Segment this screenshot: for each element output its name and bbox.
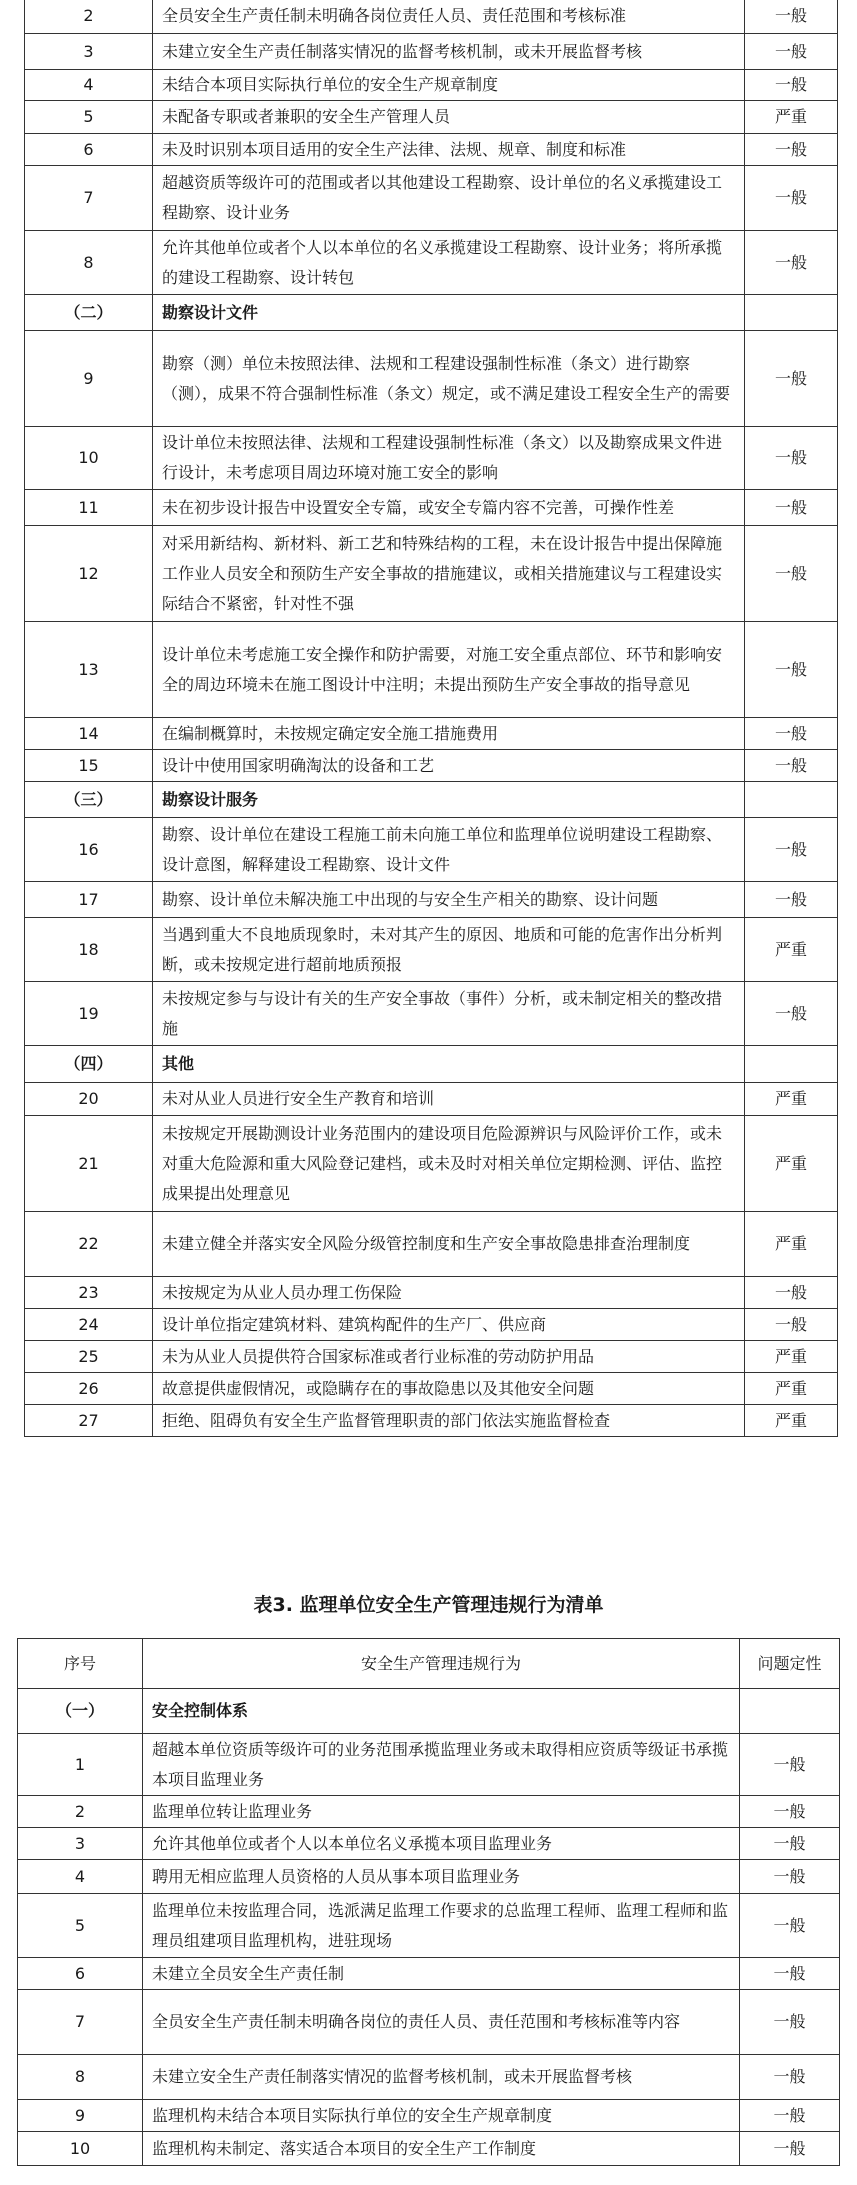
row-number: 13 <box>25 622 153 718</box>
violation-text: 勘察、设计单位在建设工程施工前未向施工单位和监理单位说明建设工程勘察、设计意图，解释建设工程勘察、设计文件 <box>153 818 745 882</box>
violation-text: 未对从业人员进行安全生产教育和培训 <box>153 1083 745 1116</box>
violation-text: 设计单位未按照法律、法规和工程建设强制性标准（条文）以及勘察成果文件进行设计，未考虑项目周边环境对施工安全的影响 <box>153 427 745 490</box>
row-number: 20 <box>25 1083 153 1116</box>
violation-text: 监理单位转让监理业务 <box>143 1796 740 1828</box>
section-title: 勘察设计文件 <box>153 295 745 331</box>
violation-text: 未结合本项目实际执行单位的安全生产规章制度 <box>153 70 745 101</box>
severity-cell: 一般 <box>745 490 838 526</box>
table-row <box>25 818 838 882</box>
section-title: 安全控制体系 <box>143 1689 740 1734</box>
row-number: 7 <box>18 1990 143 2055</box>
row-number: 6 <box>18 1958 143 1990</box>
violation-text: 全员安全生产责任制未明确各岗位责任人员、责任范围和考核标准 <box>153 0 745 34</box>
violation-text: 允许其他单位或者个人以本单位名义承揽本项目监理业务 <box>143 1828 740 1860</box>
violation-text: 全员安全生产责任制未明确各岗位的责任人员、责任范围和考核标准等内容 <box>143 1990 740 2055</box>
table-row <box>18 2132 840 2166</box>
table-row <box>25 1083 838 1116</box>
table-row <box>25 101 838 134</box>
table-row <box>25 622 838 718</box>
violation-text: 未按规定开展勘测设计业务范围内的建设项目危险源辨识与风险评价工作，或未对重大危险源和重大风险登记建档，或未及时对相关单位定期检测、评估、监控成果提出处理意见 <box>153 1116 745 1212</box>
row-number: 14 <box>25 718 153 750</box>
header-violation: 安全生产管理违规行为 <box>143 1639 740 1689</box>
section-row <box>18 1689 840 1734</box>
table-row <box>25 918 838 982</box>
row-number: 23 <box>25 1277 153 1309</box>
row-number: 16 <box>25 818 153 882</box>
severity-cell: 严重 <box>745 1373 838 1405</box>
table-row <box>25 70 838 101</box>
row-number: 25 <box>25 1341 153 1373</box>
severity-cell: 一般 <box>740 1796 840 1828</box>
table-3-title: 表3. 监理单位安全生产管理违规行为清单 <box>253 1594 604 1616</box>
row-number: 2 <box>25 0 153 34</box>
row-number: 5 <box>25 101 153 134</box>
severity-cell: 一般 <box>740 2055 840 2100</box>
table-row <box>25 526 838 622</box>
table-row <box>18 1796 840 1828</box>
row-number: 7 <box>25 166 153 231</box>
severity-cell: 严重 <box>745 1212 838 1277</box>
severity-cell <box>740 1689 840 1734</box>
table-header-row <box>18 1639 840 1689</box>
row-number: 9 <box>18 2100 143 2132</box>
row-number: 8 <box>18 2055 143 2100</box>
severity-cell: 严重 <box>745 1341 838 1373</box>
row-number: 21 <box>25 1116 153 1212</box>
table-row <box>25 1116 838 1212</box>
section-row <box>25 295 838 331</box>
row-number: 11 <box>25 490 153 526</box>
row-number: 6 <box>25 134 153 166</box>
severity-cell: 一般 <box>740 1958 840 1990</box>
severity-cell: 一般 <box>745 166 838 231</box>
severity-cell: 严重 <box>745 918 838 982</box>
header-severity: 问题定性 <box>740 1639 840 1689</box>
violation-text: 设计单位指定建筑材料、建筑构配件的生产厂、供应商 <box>153 1309 745 1341</box>
violation-text: 当遇到重大不良地质现象时，未对其产生的原因、地质和可能的危害作出分析判断，或未按规定进行超前地质预报 <box>153 918 745 982</box>
row-number: 4 <box>18 1860 143 1894</box>
severity-cell <box>745 295 838 331</box>
table-row <box>18 1958 840 1990</box>
section-row <box>25 1046 838 1083</box>
table-row <box>25 0 838 34</box>
table-row <box>18 1990 840 2055</box>
table-row <box>25 231 838 295</box>
section-number: （四） <box>25 1046 153 1083</box>
severity-cell: 严重 <box>745 1405 838 1437</box>
severity-cell: 一般 <box>745 818 838 882</box>
severity-cell <box>745 1046 838 1083</box>
row-number: 5 <box>18 1894 143 1958</box>
severity-cell: 严重 <box>745 1116 838 1212</box>
violation-text: 未按规定参与与设计有关的生产安全事故（事件）分析，或未制定相关的整改措施 <box>153 982 745 1046</box>
table-row <box>25 1405 838 1437</box>
row-number: 4 <box>25 70 153 101</box>
section-title: 勘察设计服务 <box>153 782 745 818</box>
severity-cell: 一般 <box>745 231 838 295</box>
table-row <box>18 2055 840 2100</box>
severity-cell: 一般 <box>745 34 838 70</box>
row-number: 22 <box>25 1212 153 1277</box>
violation-text: 设计单位未考虑施工安全操作和防护需要，对施工安全重点部位、环节和影响安全的周边环境未在施工图设计中注明；未提出预防生产安全事故的指导意见 <box>153 622 745 718</box>
table-row <box>25 1373 838 1405</box>
severity-cell: 一般 <box>745 1309 838 1341</box>
severity-cell: 一般 <box>745 134 838 166</box>
violation-text: 故意提供虚假情况，或隐瞒存在的事故隐患以及其他安全问题 <box>153 1373 745 1405</box>
severity-cell: 一般 <box>745 70 838 101</box>
severity-cell: 一般 <box>740 1894 840 1958</box>
severity-cell <box>745 782 838 818</box>
violation-text: 监理单位未按监理合同，选派满足监理工作要求的总监理工程师、监理工程师和监理员组建项目监理机构，进驻现场 <box>143 1894 740 1958</box>
violation-text: 超越本单位资质等级许可的业务范围承揽监理业务或未取得相应资质等级证书承揽本项目监理业务 <box>143 1734 740 1796</box>
violation-text: 拒绝、阻碍负有安全生产监督管理职责的部门依法实施监督检查 <box>153 1405 745 1437</box>
row-number: 3 <box>25 34 153 70</box>
table-row <box>18 1894 840 1958</box>
row-number: 19 <box>25 982 153 1046</box>
violation-text: 未为从业人员提供符合国家标准或者行业标准的劳动防护用品 <box>153 1341 745 1373</box>
severity-cell: 一般 <box>740 1860 840 1894</box>
table-row <box>25 34 838 70</box>
table-row <box>25 427 838 490</box>
severity-cell: 一般 <box>745 331 838 427</box>
severity-cell: 一般 <box>745 427 838 490</box>
table-row <box>25 1309 838 1341</box>
table-row <box>25 1212 838 1277</box>
row-number: 18 <box>25 918 153 982</box>
violations-table-continued <box>24 0 838 1437</box>
severity-cell: 一般 <box>745 750 838 782</box>
severity-cell: 一般 <box>745 1277 838 1309</box>
severity-cell: 一般 <box>745 982 838 1046</box>
violation-text: 未建立健全并落实安全风险分级管控制度和生产安全事故隐患排查治理制度 <box>153 1212 745 1277</box>
table-row <box>25 1277 838 1309</box>
row-number: 17 <box>25 882 153 918</box>
severity-cell: 一般 <box>740 2132 840 2166</box>
severity-cell: 一般 <box>745 882 838 918</box>
table-row <box>25 331 838 427</box>
table-row <box>25 166 838 231</box>
violation-text: 勘察（测）单位未按照法律、法规和工程建设强制性标准（条文）进行勘察（测），成果不符合强制性标准（条文）规定，或不满足建设工程安全生产的需要 <box>153 331 745 427</box>
table-row <box>18 2100 840 2132</box>
severity-cell: 一般 <box>745 526 838 622</box>
section-number: （二） <box>25 295 153 331</box>
supervision-violations-table <box>17 1638 840 2166</box>
table-row <box>25 718 838 750</box>
row-number: 26 <box>25 1373 153 1405</box>
severity-cell: 严重 <box>745 101 838 134</box>
violation-text: 超越资质等级许可的范围或者以其他建设工程勘察、设计单位的名义承揽建设工程勘察、设计业务 <box>153 166 745 231</box>
table-row <box>25 1341 838 1373</box>
violation-text: 未建立安全生产责任制落实情况的监督考核机制，或未开展监督考核 <box>153 34 745 70</box>
row-number: 10 <box>18 2132 143 2166</box>
severity-cell: 一般 <box>740 1990 840 2055</box>
severity-cell: 一般 <box>740 2100 840 2132</box>
violation-text: 在编制概算时，未按规定确定安全施工措施费用 <box>153 718 745 750</box>
row-number: 8 <box>25 231 153 295</box>
row-number: 12 <box>25 526 153 622</box>
violation-text: 未及时识别本项目适用的安全生产法律、法规、规章、制度和标准 <box>153 134 745 166</box>
severity-cell: 一般 <box>745 622 838 718</box>
table-row <box>25 134 838 166</box>
table-row <box>18 1734 840 1796</box>
row-number: 9 <box>25 331 153 427</box>
severity-cell: 一般 <box>745 0 838 34</box>
table-row <box>25 982 838 1046</box>
table-row <box>25 490 838 526</box>
violation-text: 未配备专职或者兼职的安全生产管理人员 <box>153 101 745 134</box>
table-row <box>25 750 838 782</box>
row-number: 1 <box>18 1734 143 1796</box>
violation-text: 允许其他单位或者个人以本单位的名义承揽建设工程勘察、设计业务；将所承揽的建设工程勘察、设计转包 <box>153 231 745 295</box>
header-number: 序号 <box>18 1639 143 1689</box>
violation-text: 监理机构未结合本项目实际执行单位的安全生产规章制度 <box>143 2100 740 2132</box>
row-number: 10 <box>25 427 153 490</box>
table-row <box>25 882 838 918</box>
row-number: 2 <box>18 1796 143 1828</box>
severity-cell: 严重 <box>745 1083 838 1116</box>
violation-text: 聘用无相应监理人员资格的人员从事本项目监理业务 <box>143 1860 740 1894</box>
table-row <box>18 1828 840 1860</box>
row-number: 24 <box>25 1309 153 1341</box>
violation-text: 未建立全员安全生产责任制 <box>143 1958 740 1990</box>
violation-text: 设计中使用国家明确淘汰的设备和工艺 <box>153 750 745 782</box>
section-title: 其他 <box>153 1046 745 1083</box>
section-row <box>25 782 838 818</box>
severity-cell: 一般 <box>745 718 838 750</box>
violation-text: 未建立安全生产责任制落实情况的监督考核机制，或未开展监督考核 <box>143 2055 740 2100</box>
violation-text: 未在初步设计报告中设置安全专篇，或安全专篇内容不完善，可操作性差 <box>153 490 745 526</box>
section-number: （三） <box>25 782 153 818</box>
row-number: 15 <box>25 750 153 782</box>
severity-cell: 一般 <box>740 1734 840 1796</box>
violation-text: 勘察、设计单位未解决施工中出现的与安全生产相关的勘察、设计问题 <box>153 882 745 918</box>
row-number: 3 <box>18 1828 143 1860</box>
severity-cell: 一般 <box>740 1828 840 1860</box>
violation-text: 未按规定为从业人员办理工伤保险 <box>153 1277 745 1309</box>
violation-text: 监理机构未制定、落实适合本项目的安全生产工作制度 <box>143 2132 740 2166</box>
row-number: 27 <box>25 1405 153 1437</box>
table-row <box>18 1860 840 1894</box>
section-number: （一） <box>18 1689 143 1734</box>
violation-text: 对采用新结构、新材料、新工艺和特殊结构的工程，未在设计报告中提出保障施工作业人员安全和预防生产安全事故的措施建议，或相关措施建议与工程建设实际结合不紧密，针对性不强 <box>153 526 745 622</box>
